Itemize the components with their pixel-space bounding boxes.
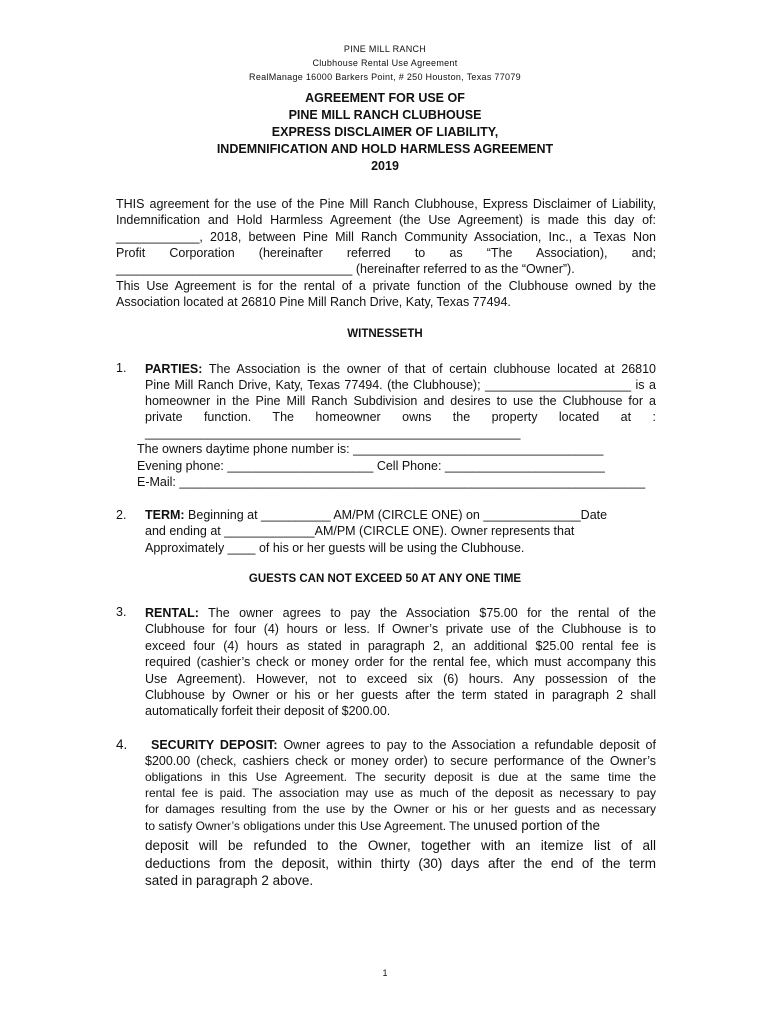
section-4-line-1 bbox=[151, 737, 656, 754]
section-3-number: 3. bbox=[116, 605, 127, 619]
section-3-line-2: Clubhouse for four (4) hours or less. If Owner’s private use of the Clubhouse is to bbox=[145, 622, 656, 636]
section-1-line-4: private function. The homeowner owns the property located at : bbox=[145, 410, 656, 424]
header-address: RealManage 16000 Barkers Point, # 250 Houston, Texas 77079 bbox=[249, 72, 521, 82]
section-1-label: PARTIES: bbox=[145, 362, 203, 376]
section-4-text-6a: to satisfy Owner’s obligations under this Use Agreement. The bbox=[145, 819, 474, 833]
section-2-line-2: and ending at _____________AM/PM (CIRCLE ONE). Owner represents that bbox=[145, 524, 575, 538]
section-3-line-6: Clubhouse by Owner or his or her guests after the term stated in paragraph 2 shall bbox=[145, 688, 656, 702]
section-4-line-5: for damages resulting from the use by the Owner or his or her guests and as necessary bbox=[145, 802, 656, 816]
title-year: 2019 bbox=[371, 159, 399, 173]
page-number: 1 bbox=[382, 968, 388, 978]
header-org-name: PINE MILL RANCH bbox=[343, 44, 427, 54]
section-1-number: 1. bbox=[116, 361, 127, 375]
intro-line-2: Indemnification and Hold Harmless Agreement (the Use Agreement) is made this day of: bbox=[116, 213, 656, 227]
section-1-text-1: The Association is the owner of that of certain clubhouse located at 26810 bbox=[202, 362, 656, 376]
section-4-number: 4. bbox=[116, 737, 128, 752]
intro-line-3: ____________, 2018, between Pine Mill Ranch Community Association, Inc., a Texas Non bbox=[116, 230, 656, 244]
section-3-line-3: exceed four (4) hours as stated in paragraph 2, an additional $25.00 rental fee is bbox=[145, 639, 656, 653]
section-4-line-7: deposit will be refunded to the Owner, together with an itemize list of all bbox=[145, 838, 656, 853]
section-3-text-1: The owner agrees to pay the Association $75.00 for the rental of the bbox=[198, 606, 656, 620]
section-4-line-8: deductions from the deposit, within thirty (30) days after the end of the term bbox=[145, 856, 656, 871]
header-doc-name: Clubhouse Rental Use Agreement bbox=[312, 58, 458, 68]
title-line-3: EXPRESS DISCLAIMER OF LIABILITY, bbox=[271, 125, 499, 139]
section-2-number: 2. bbox=[116, 508, 127, 522]
section-4-line-6 bbox=[145, 818, 656, 835]
section-1-line-1 bbox=[145, 361, 656, 378]
section-3-line-7: automatically forfeit their deposit of $200.00. bbox=[145, 704, 391, 718]
guests-limit-notice: GUESTS CAN NOT EXCEED 50 AT ANY ONE TIME bbox=[248, 573, 522, 585]
section-4-text-6b: unused portion of the bbox=[473, 818, 601, 833]
section-1-evening-cell-phone: Evening phone: _____________________ Cell Phone: _______________________ bbox=[137, 459, 605, 473]
intro-line-7: Association located at 26810 Pine Mill Ranch Drive, Katy, Texas 77494. bbox=[116, 295, 511, 309]
section-1-address-blank: ______________________________________________________ bbox=[145, 426, 521, 440]
section-4-line-3: obligations in this Use Agreement. The security deposit is due at the same time the bbox=[145, 770, 656, 784]
section-2-label: TERM: bbox=[145, 508, 185, 522]
witnesseth-heading: WITNESSETH bbox=[347, 328, 423, 340]
section-1-line-2: Pine Mill Ranch Drive, Katy, Texas 77494. (the Clubhouse); _____________________ is a bbox=[145, 378, 656, 392]
section-2-text-1: Beginning at __________ AM/PM (CIRCLE ONE) on ______________Date bbox=[184, 508, 608, 522]
section-4-line-4: rental fee is paid. The association may use as much of the deposit as necessary to pay bbox=[145, 786, 656, 800]
section-3-line-4: required (cashier’s check or money order for the rental fee, which must accompany this bbox=[145, 655, 656, 669]
section-3-line-5: Use Agreement). However, not to exceed six (6) hours. Any possession of the bbox=[145, 672, 656, 686]
section-3-line-1 bbox=[145, 605, 656, 622]
section-1-line-3: homeowner in the Pine Mill Ranch Subdivision and desires to use the Clubhouse for a bbox=[145, 394, 656, 408]
intro-line-4: Profit Corporation (hereinafter referred to as “The Association), and; bbox=[116, 246, 656, 260]
intro-line-1: THIS agreement for the use of the Pine Mill Ranch Clubhouse, Express Disclaimer of Liability, bbox=[116, 197, 656, 211]
intro-line-6: This Use Agreement is for the rental of a private function of the Clubhouse owned by the bbox=[116, 279, 656, 293]
section-3-label: RENTAL: bbox=[145, 606, 199, 620]
section-1-daytime-phone: The owners daytime phone number is: ____________________________________ bbox=[137, 442, 604, 456]
section-4-text-1: Owner agrees to pay to the Association a refundable deposit of bbox=[277, 738, 656, 752]
title-line-1: AGREEMENT FOR USE OF bbox=[305, 91, 465, 105]
section-4-label: SECURITY DEPOSIT: bbox=[151, 738, 278, 752]
title-line-2: PINE MILL RANCH CLUBHOUSE bbox=[288, 108, 482, 122]
section-1-email: E-Mail: ___________________________________________________________________ bbox=[137, 475, 646, 489]
section-2-line-3: Approximately ____ of his or her guests will be using the Clubhouse. bbox=[145, 541, 525, 555]
section-4-line-2: $200.00 (check, cashiers check or money order) to secure performance of the Owner’s bbox=[145, 754, 656, 768]
intro-line-5: __________________________________ (hereinafter referred to as the “Owner”). bbox=[116, 262, 575, 276]
section-2-line-1 bbox=[145, 508, 607, 522]
title-line-4: INDEMNIFICATION AND HOLD HARMLESS AGREEMENT bbox=[216, 142, 554, 156]
section-4-line-9: sated in paragraph 2 above. bbox=[145, 873, 314, 888]
